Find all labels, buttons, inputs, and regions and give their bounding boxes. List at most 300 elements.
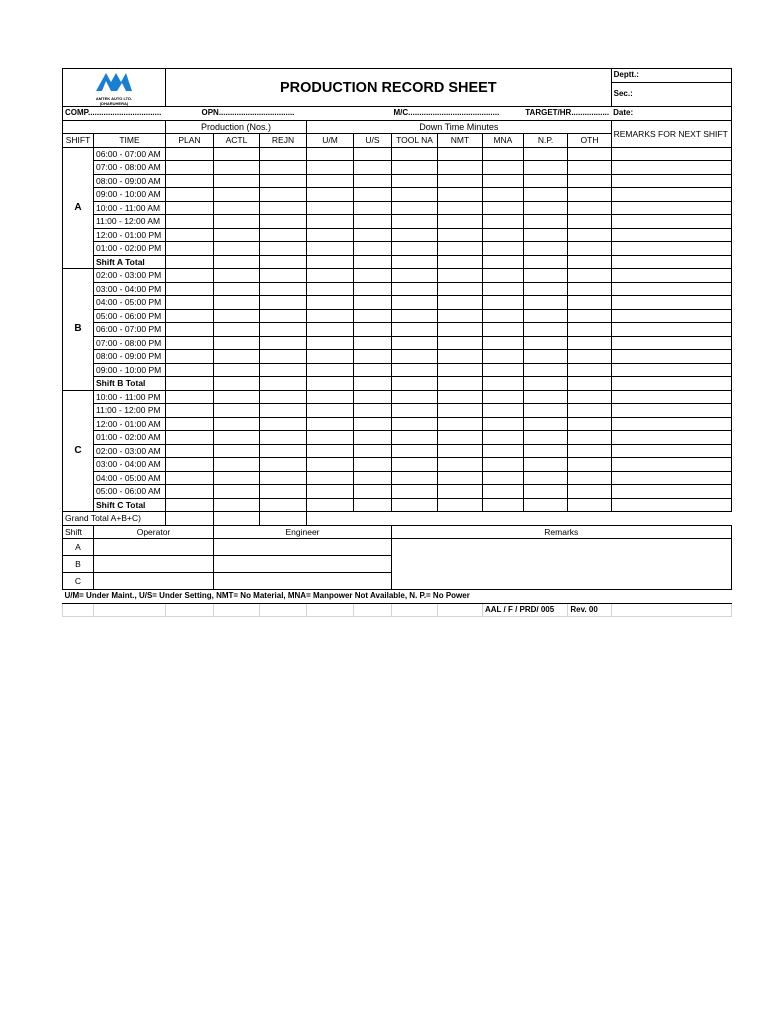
entry-cell[interactable] xyxy=(260,242,307,256)
entry-cell[interactable] xyxy=(523,431,568,445)
entry-cell[interactable] xyxy=(483,215,524,229)
entry-cell[interactable] xyxy=(392,174,438,188)
entry-cell[interactable] xyxy=(568,444,611,458)
entry-cell[interactable] xyxy=(354,404,392,418)
entry-cell[interactable] xyxy=(392,363,438,377)
remarks-cell[interactable] xyxy=(611,336,731,350)
total-cell[interactable] xyxy=(354,255,392,269)
entry-cell[interactable] xyxy=(523,417,568,431)
remarks-box[interactable] xyxy=(392,539,732,590)
entry-cell[interactable] xyxy=(483,228,524,242)
entry-cell[interactable] xyxy=(166,431,214,445)
entry-cell[interactable] xyxy=(483,431,524,445)
entry-cell[interactable] xyxy=(307,188,354,202)
entry-cell[interactable] xyxy=(392,390,438,404)
entry-cell[interactable] xyxy=(260,282,307,296)
operator-signature-cell[interactable] xyxy=(94,573,214,590)
entry-cell[interactable] xyxy=(438,174,483,188)
entry-cell[interactable] xyxy=(392,458,438,472)
entry-cell[interactable] xyxy=(354,269,392,283)
entry-cell[interactable] xyxy=(214,323,260,337)
entry-cell[interactable] xyxy=(438,309,483,323)
entry-cell[interactable] xyxy=(354,336,392,350)
entry-cell[interactable] xyxy=(214,188,260,202)
remarks-cell[interactable] xyxy=(611,458,731,472)
total-cell[interactable] xyxy=(568,255,611,269)
entry-cell[interactable] xyxy=(392,188,438,202)
entry-cell[interactable] xyxy=(354,390,392,404)
entry-cell[interactable] xyxy=(354,147,392,161)
entry-cell[interactable] xyxy=(392,323,438,337)
entry-cell[interactable] xyxy=(166,242,214,256)
entry-cell[interactable] xyxy=(438,147,483,161)
remarks-cell[interactable] xyxy=(611,147,731,161)
grand-total-cell[interactable] xyxy=(214,512,260,526)
entry-cell[interactable] xyxy=(568,174,611,188)
total-cell[interactable] xyxy=(483,377,524,391)
remarks-cell[interactable] xyxy=(611,485,731,499)
entry-cell[interactable] xyxy=(166,336,214,350)
entry-cell[interactable] xyxy=(354,161,392,175)
entry-cell[interactable] xyxy=(483,174,524,188)
entry-cell[interactable] xyxy=(392,269,438,283)
entry-cell[interactable] xyxy=(214,485,260,499)
entry-cell[interactable] xyxy=(260,485,307,499)
entry-cell[interactable] xyxy=(523,471,568,485)
entry-cell[interactable] xyxy=(354,282,392,296)
entry-cell[interactable] xyxy=(260,228,307,242)
entry-cell[interactable] xyxy=(568,363,611,377)
entry-cell[interactable] xyxy=(166,188,214,202)
entry-cell[interactable] xyxy=(438,404,483,418)
entry-cell[interactable] xyxy=(307,404,354,418)
remarks-cell[interactable] xyxy=(611,242,731,256)
entry-cell[interactable] xyxy=(392,282,438,296)
entry-cell[interactable] xyxy=(214,363,260,377)
engineer-signature-cell[interactable] xyxy=(214,539,392,556)
entry-cell[interactable] xyxy=(307,390,354,404)
date-field[interactable]: Date: xyxy=(611,107,731,121)
entry-cell[interactable] xyxy=(260,336,307,350)
entry-cell[interactable] xyxy=(438,485,483,499)
total-cell[interactable] xyxy=(392,255,438,269)
entry-cell[interactable] xyxy=(483,444,524,458)
entry-cell[interactable] xyxy=(483,471,524,485)
entry-cell[interactable] xyxy=(214,228,260,242)
entry-cell[interactable] xyxy=(307,471,354,485)
entry-cell[interactable] xyxy=(260,431,307,445)
opn-field[interactable]: OPN.................................. xyxy=(201,108,295,118)
mc-opn-field[interactable] xyxy=(201,107,392,121)
entry-cell[interactable] xyxy=(214,431,260,445)
entry-cell[interactable] xyxy=(483,296,524,310)
entry-cell[interactable] xyxy=(523,444,568,458)
entry-cell[interactable] xyxy=(483,269,524,283)
entry-cell[interactable] xyxy=(214,309,260,323)
entry-cell[interactable] xyxy=(166,201,214,215)
entry-cell[interactable] xyxy=(392,201,438,215)
entry-cell[interactable] xyxy=(354,323,392,337)
entry-cell[interactable] xyxy=(523,215,568,229)
entry-cell[interactable] xyxy=(166,417,214,431)
entry-cell[interactable] xyxy=(483,323,524,337)
entry-cell[interactable] xyxy=(438,471,483,485)
entry-cell[interactable] xyxy=(260,444,307,458)
entry-cell[interactable] xyxy=(483,282,524,296)
entry-cell[interactable] xyxy=(166,228,214,242)
entry-cell[interactable] xyxy=(438,350,483,364)
total-cell[interactable] xyxy=(260,377,307,391)
entry-cell[interactable] xyxy=(523,336,568,350)
entry-cell[interactable] xyxy=(392,296,438,310)
entry-cell[interactable] xyxy=(166,363,214,377)
entry-cell[interactable] xyxy=(438,161,483,175)
entry-cell[interactable] xyxy=(166,269,214,283)
total-cell[interactable] xyxy=(307,255,354,269)
entry-cell[interactable] xyxy=(483,201,524,215)
grand-total-cell[interactable] xyxy=(260,512,307,526)
entry-cell[interactable] xyxy=(523,458,568,472)
entry-cell[interactable] xyxy=(392,417,438,431)
entry-cell[interactable] xyxy=(260,471,307,485)
entry-cell[interactable] xyxy=(214,404,260,418)
entry-cell[interactable] xyxy=(438,458,483,472)
total-cell[interactable] xyxy=(166,498,214,512)
entry-cell[interactable] xyxy=(166,350,214,364)
entry-cell[interactable] xyxy=(307,323,354,337)
operator-signature-cell[interactable] xyxy=(94,556,214,573)
entry-cell[interactable] xyxy=(568,404,611,418)
entry-cell[interactable] xyxy=(523,309,568,323)
remarks-cell[interactable] xyxy=(611,471,731,485)
entry-cell[interactable] xyxy=(523,188,568,202)
remarks-cell[interactable] xyxy=(611,350,731,364)
entry-cell[interactable] xyxy=(523,201,568,215)
total-cell[interactable] xyxy=(483,498,524,512)
remarks-cell[interactable] xyxy=(611,498,731,512)
entry-cell[interactable] xyxy=(354,363,392,377)
total-cell[interactable] xyxy=(523,498,568,512)
entry-cell[interactable] xyxy=(438,282,483,296)
entry-cell[interactable] xyxy=(354,188,392,202)
entry-cell[interactable] xyxy=(354,431,392,445)
entry-cell[interactable] xyxy=(438,336,483,350)
entry-cell[interactable] xyxy=(260,269,307,283)
total-cell[interactable] xyxy=(568,498,611,512)
total-cell[interactable] xyxy=(354,377,392,391)
entry-cell[interactable] xyxy=(166,458,214,472)
remarks-cell[interactable] xyxy=(611,255,731,269)
entry-cell[interactable] xyxy=(354,215,392,229)
entry-cell[interactable] xyxy=(260,350,307,364)
entry-cell[interactable] xyxy=(392,350,438,364)
entry-cell[interactable] xyxy=(307,458,354,472)
entry-cell[interactable] xyxy=(568,309,611,323)
entry-cell[interactable] xyxy=(523,390,568,404)
entry-cell[interactable] xyxy=(307,296,354,310)
entry-cell[interactable] xyxy=(523,350,568,364)
entry-cell[interactable] xyxy=(568,485,611,499)
entry-cell[interactable] xyxy=(166,309,214,323)
entry-cell[interactable] xyxy=(392,485,438,499)
engineer-signature-cell[interactable] xyxy=(214,556,392,573)
entry-cell[interactable] xyxy=(438,363,483,377)
entry-cell[interactable] xyxy=(568,431,611,445)
entry-cell[interactable] xyxy=(483,242,524,256)
entry-cell[interactable] xyxy=(214,242,260,256)
entry-cell[interactable] xyxy=(438,323,483,337)
entry-cell[interactable] xyxy=(307,485,354,499)
entry-cell[interactable] xyxy=(214,282,260,296)
entry-cell[interactable] xyxy=(307,147,354,161)
entry-cell[interactable] xyxy=(260,147,307,161)
entry-cell[interactable] xyxy=(307,242,354,256)
entry-cell[interactable] xyxy=(483,161,524,175)
entry-cell[interactable] xyxy=(307,161,354,175)
grand-total-cell[interactable] xyxy=(166,512,214,526)
entry-cell[interactable] xyxy=(483,336,524,350)
entry-cell[interactable] xyxy=(523,363,568,377)
total-cell[interactable] xyxy=(438,498,483,512)
entry-cell[interactable] xyxy=(214,336,260,350)
entry-cell[interactable] xyxy=(307,444,354,458)
remarks-cell[interactable] xyxy=(611,228,731,242)
total-cell[interactable] xyxy=(307,377,354,391)
entry-cell[interactable] xyxy=(354,417,392,431)
operator-signature-cell[interactable] xyxy=(94,539,214,556)
remarks-cell[interactable] xyxy=(611,282,731,296)
comp-field[interactable]: COMP................................. xyxy=(63,107,260,121)
total-cell[interactable] xyxy=(166,255,214,269)
entry-cell[interactable] xyxy=(354,458,392,472)
entry-cell[interactable] xyxy=(214,215,260,229)
total-cell[interactable] xyxy=(438,377,483,391)
entry-cell[interactable] xyxy=(438,431,483,445)
entry-cell[interactable] xyxy=(166,404,214,418)
entry-cell[interactable] xyxy=(438,417,483,431)
entry-cell[interactable] xyxy=(354,201,392,215)
remarks-cell[interactable] xyxy=(611,323,731,337)
entry-cell[interactable] xyxy=(354,485,392,499)
entry-cell[interactable] xyxy=(568,471,611,485)
entry-cell[interactable] xyxy=(354,242,392,256)
remarks-cell[interactable] xyxy=(611,161,731,175)
total-cell[interactable] xyxy=(214,255,260,269)
entry-cell[interactable] xyxy=(260,309,307,323)
entry-cell[interactable] xyxy=(307,336,354,350)
entry-cell[interactable] xyxy=(568,336,611,350)
entry-cell[interactable] xyxy=(568,269,611,283)
entry-cell[interactable] xyxy=(483,404,524,418)
deptt-field[interactable]: Deptt.: xyxy=(611,69,731,83)
entry-cell[interactable] xyxy=(354,309,392,323)
total-cell[interactable] xyxy=(392,377,438,391)
entry-cell[interactable] xyxy=(568,228,611,242)
entry-cell[interactable] xyxy=(568,390,611,404)
remarks-cell[interactable] xyxy=(611,215,731,229)
entry-cell[interactable] xyxy=(307,228,354,242)
entry-cell[interactable] xyxy=(166,323,214,337)
entry-cell[interactable] xyxy=(392,161,438,175)
entry-cell[interactable] xyxy=(523,161,568,175)
entry-cell[interactable] xyxy=(260,201,307,215)
sec-field[interactable]: Sec.: xyxy=(611,82,731,107)
entry-cell[interactable] xyxy=(307,215,354,229)
entry-cell[interactable] xyxy=(260,323,307,337)
total-cell[interactable] xyxy=(166,377,214,391)
entry-cell[interactable] xyxy=(438,188,483,202)
entry-cell[interactable] xyxy=(483,188,524,202)
entry-cell[interactable] xyxy=(568,161,611,175)
entry-cell[interactable] xyxy=(214,161,260,175)
entry-cell[interactable] xyxy=(438,215,483,229)
entry-cell[interactable] xyxy=(260,188,307,202)
entry-cell[interactable] xyxy=(392,215,438,229)
entry-cell[interactable] xyxy=(260,161,307,175)
entry-cell[interactable] xyxy=(523,242,568,256)
entry-cell[interactable] xyxy=(354,444,392,458)
entry-cell[interactable] xyxy=(523,485,568,499)
entry-cell[interactable] xyxy=(260,404,307,418)
entry-cell[interactable] xyxy=(166,471,214,485)
total-cell[interactable] xyxy=(392,498,438,512)
entry-cell[interactable] xyxy=(260,458,307,472)
entry-cell[interactable] xyxy=(307,201,354,215)
entry-cell[interactable] xyxy=(214,390,260,404)
entry-cell[interactable] xyxy=(523,147,568,161)
remarks-cell[interactable] xyxy=(611,404,731,418)
total-cell[interactable] xyxy=(354,498,392,512)
remarks-cell[interactable] xyxy=(611,363,731,377)
entry-cell[interactable] xyxy=(568,296,611,310)
remarks-cell[interactable] xyxy=(611,201,731,215)
entry-cell[interactable] xyxy=(483,363,524,377)
entry-cell[interactable] xyxy=(166,215,214,229)
entry-cell[interactable] xyxy=(568,147,611,161)
entry-cell[interactable] xyxy=(166,444,214,458)
entry-cell[interactable] xyxy=(568,242,611,256)
total-cell[interactable] xyxy=(523,377,568,391)
entry-cell[interactable] xyxy=(483,417,524,431)
entry-cell[interactable] xyxy=(568,215,611,229)
entry-cell[interactable] xyxy=(523,174,568,188)
entry-cell[interactable] xyxy=(214,417,260,431)
remarks-cell[interactable] xyxy=(611,417,731,431)
entry-cell[interactable] xyxy=(166,161,214,175)
entry-cell[interactable] xyxy=(483,309,524,323)
entry-cell[interactable] xyxy=(214,444,260,458)
remarks-cell[interactable] xyxy=(611,296,731,310)
remarks-cell[interactable] xyxy=(611,377,731,391)
remarks-cell[interactable] xyxy=(611,188,731,202)
entry-cell[interactable] xyxy=(166,296,214,310)
entry-cell[interactable] xyxy=(568,458,611,472)
entry-cell[interactable] xyxy=(392,444,438,458)
entry-cell[interactable] xyxy=(354,296,392,310)
entry-cell[interactable] xyxy=(166,147,214,161)
remarks-cell[interactable] xyxy=(611,444,731,458)
entry-cell[interactable] xyxy=(483,458,524,472)
entry-cell[interactable] xyxy=(214,174,260,188)
entry-cell[interactable] xyxy=(438,296,483,310)
entry-cell[interactable] xyxy=(260,417,307,431)
entry-cell[interactable] xyxy=(392,228,438,242)
entry-cell[interactable] xyxy=(260,174,307,188)
entry-cell[interactable] xyxy=(214,201,260,215)
entry-cell[interactable] xyxy=(568,350,611,364)
total-cell[interactable] xyxy=(568,377,611,391)
engineer-signature-cell[interactable] xyxy=(214,573,392,590)
entry-cell[interactable] xyxy=(307,431,354,445)
entry-cell[interactable] xyxy=(392,336,438,350)
entry-cell[interactable] xyxy=(483,485,524,499)
target-field[interactable]: TARGET/HR................. xyxy=(523,107,611,121)
entry-cell[interactable] xyxy=(523,269,568,283)
entry-cell[interactable] xyxy=(438,228,483,242)
entry-cell[interactable] xyxy=(392,147,438,161)
entry-cell[interactable] xyxy=(214,296,260,310)
entry-cell[interactable] xyxy=(354,471,392,485)
entry-cell[interactable] xyxy=(483,390,524,404)
entry-cell[interactable] xyxy=(307,417,354,431)
entry-cell[interactable] xyxy=(568,188,611,202)
remarks-cell[interactable] xyxy=(611,431,731,445)
entry-cell[interactable] xyxy=(307,350,354,364)
entry-cell[interactable] xyxy=(354,174,392,188)
remarks-cell[interactable] xyxy=(611,174,731,188)
entry-cell[interactable] xyxy=(438,269,483,283)
entry-cell[interactable] xyxy=(483,350,524,364)
total-cell[interactable] xyxy=(438,255,483,269)
entry-cell[interactable] xyxy=(166,390,214,404)
total-cell[interactable] xyxy=(260,498,307,512)
entry-cell[interactable] xyxy=(438,201,483,215)
total-cell[interactable] xyxy=(523,255,568,269)
entry-cell[interactable] xyxy=(392,309,438,323)
entry-cell[interactable] xyxy=(307,309,354,323)
entry-cell[interactable] xyxy=(354,350,392,364)
entry-cell[interactable] xyxy=(523,296,568,310)
total-cell[interactable] xyxy=(483,255,524,269)
entry-cell[interactable] xyxy=(392,431,438,445)
entry-cell[interactable] xyxy=(307,269,354,283)
remarks-cell[interactable] xyxy=(611,309,731,323)
entry-cell[interactable] xyxy=(260,215,307,229)
entry-cell[interactable] xyxy=(307,363,354,377)
entry-cell[interactable] xyxy=(392,242,438,256)
entry-cell[interactable] xyxy=(568,282,611,296)
entry-cell[interactable] xyxy=(523,282,568,296)
entry-cell[interactable] xyxy=(438,242,483,256)
remarks-cell[interactable] xyxy=(611,269,731,283)
entry-cell[interactable] xyxy=(392,404,438,418)
mc-field[interactable]: M/C......................................... xyxy=(392,107,524,121)
entry-cell[interactable] xyxy=(260,390,307,404)
total-cell[interactable] xyxy=(260,255,307,269)
entry-cell[interactable] xyxy=(260,296,307,310)
entry-cell[interactable] xyxy=(568,417,611,431)
entry-cell[interactable] xyxy=(307,174,354,188)
entry-cell[interactable] xyxy=(214,147,260,161)
entry-cell[interactable] xyxy=(523,404,568,418)
entry-cell[interactable] xyxy=(523,228,568,242)
entry-cell[interactable] xyxy=(523,323,568,337)
entry-cell[interactable] xyxy=(354,228,392,242)
entry-cell[interactable] xyxy=(166,485,214,499)
entry-cell[interactable] xyxy=(438,390,483,404)
entry-cell[interactable] xyxy=(214,471,260,485)
entry-cell[interactable] xyxy=(568,323,611,337)
